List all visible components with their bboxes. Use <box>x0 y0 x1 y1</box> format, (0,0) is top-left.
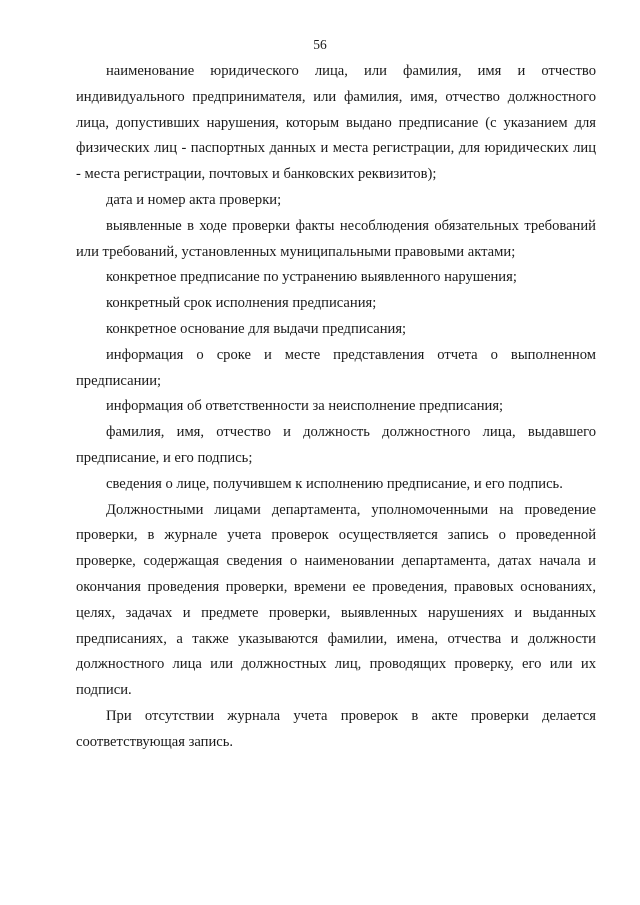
paragraph-inspection-log: Должностными лицами департамента, уполномоченными на проведение проверки, в журнале учета проверок осуществляется запись о проведенной проверке, содержащая сведения о наименовании департамента, датах начала и окончания проведения проверки, времени ее проведения, правовых основаниях, целях, задачах и предмете проверки, выявленных нарушениях и выданных предписаниях, а также указываются фамилии, имена, отчества и должности должностного лица или должностных лиц, проводящих проверку, его или их подписи. <box>76 501 596 699</box>
paragraph-liability-info: информация об ответственности за неисполнение предписания; <box>106 398 504 415</box>
page-number: 56 <box>313 37 327 52</box>
paragraph-recipient-signature: сведения о лице, получившем к исполнению предписание, и его подпись. <box>106 475 563 492</box>
paragraph-report-info: информация о сроке и месте представления отчета о выполненном предписании; <box>76 346 596 389</box>
paragraph-grounds: конкретное основание для выдачи предписания; <box>106 320 407 337</box>
paragraph-act-date-number: дата и номер акта проверки; <box>106 191 282 208</box>
document-body <box>76 59 596 756</box>
paragraph-violator-identity: наименование юридического лица, или фамилия, имя и отчество индивидуального предпринимателя, или фамилия, имя, отчество должностного лица, допустивших нарушения, которым выдано предписание (с указанием для физических лиц - паспортных данных и места регистрации, для юридических лиц - места регистрации, почтовых и банковских реквизитов); <box>76 63 596 183</box>
paragraph-issuer-signature: фамилия, имя, отчество и должность должностного лица, выдавшего предписание, и его подпись; <box>76 424 596 466</box>
paragraph-deadline: конкретный срок исполнения предписания; <box>106 295 377 312</box>
paragraph-no-log: При отсутствии журнала учета проверок в акте проверки делается соответствующая запись. <box>76 707 596 750</box>
paragraph-specific-order: конкретное предписание по устранению выявленного нарушения; <box>106 269 517 286</box>
paragraph-detected-facts: выявленные в ходе проверки факты несоблюдения обязательных требований или требований, установленных муниципальными правовыми актами; <box>76 217 596 260</box>
